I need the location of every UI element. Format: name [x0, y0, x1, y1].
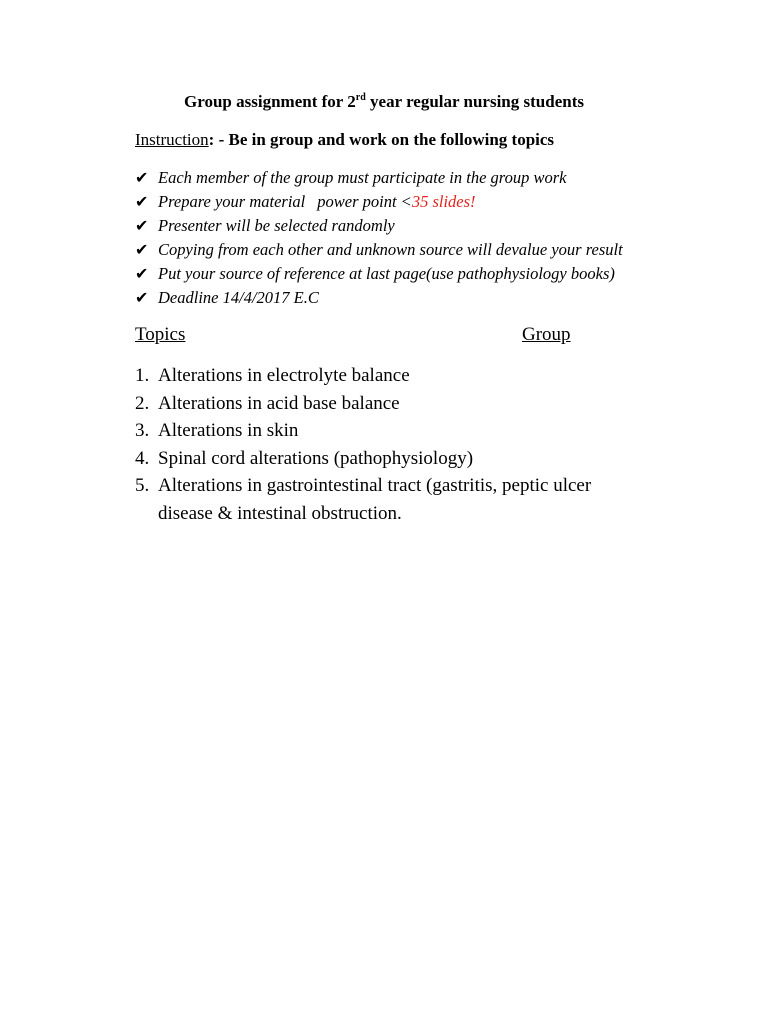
group-header: Group: [522, 324, 571, 345]
checkmark-icon: ✔: [135, 192, 149, 211]
topic-text: Alterations in gastrointestinal tract (gastritis, peptic ulcer disease & intestinal obstruction.: [158, 475, 592, 524]
rule-item: [135, 190, 623, 214]
topic-number: 4.: [135, 447, 150, 469]
rule-item: [135, 238, 623, 262]
rule-text-tail: power point <: [317, 192, 412, 211]
checkmark-icon: ✔: [135, 288, 149, 307]
rule-text: Deadline 14/4/2017 E.C: [158, 288, 319, 307]
rule-text: Prepare your material: [158, 192, 306, 211]
topic-number: 5.: [135, 475, 150, 496]
topic-number: 1.: [135, 365, 150, 386]
topic-number: 2.: [135, 392, 150, 414]
topic-text: Alterations in acid base balance: [158, 392, 400, 414]
rules-list: [135, 166, 623, 310]
checkmark-icon: ✔: [135, 240, 149, 259]
document-title: [0, 92, 768, 112]
title-superscript: rd: [355, 92, 366, 103]
topic-number: 3.: [135, 420, 150, 441]
rule-item: [135, 166, 623, 190]
checkmark-icon: ✔: [135, 216, 149, 235]
title-text-end: year regular nursing students: [365, 92, 584, 111]
instruction-label: Instruction: [135, 130, 209, 149]
topic-item: [135, 472, 635, 527]
topic-item: [135, 362, 635, 390]
rule-text: Each member of the group must participate in the group work: [158, 168, 567, 187]
topic-item: [135, 417, 635, 445]
instruction-text: : - Be in group and work on the following topics: [208, 130, 555, 149]
topic-item: [135, 390, 635, 418]
rule-text: Presenter will be selected randomly: [158, 216, 395, 235]
rule-text: Copying from each other and unknown source will devalue your result: [158, 240, 623, 259]
topic-text: Alterations in skin: [158, 420, 299, 441]
topic-text: Spinal cord alterations (pathophysiology): [158, 447, 474, 469]
topic-text: Alterations in electrolyte balance: [158, 365, 410, 386]
topics-header: Topics: [135, 324, 186, 345]
checkmark-icon: ✔: [135, 168, 149, 187]
topics-list: [135, 362, 635, 527]
rule-item: [135, 262, 623, 286]
rule-item: [135, 286, 623, 310]
checkmark-icon: ✔: [135, 264, 149, 283]
topic-item: [135, 445, 635, 473]
instruction-line: [135, 130, 554, 150]
title-text: Group assignment for 2: [184, 92, 356, 111]
rule-text: Put your source of reference at last page(use pathophysiology books): [158, 264, 615, 283]
slides-highlight: 35 slides!: [411, 192, 476, 211]
rule-item: [135, 214, 623, 238]
